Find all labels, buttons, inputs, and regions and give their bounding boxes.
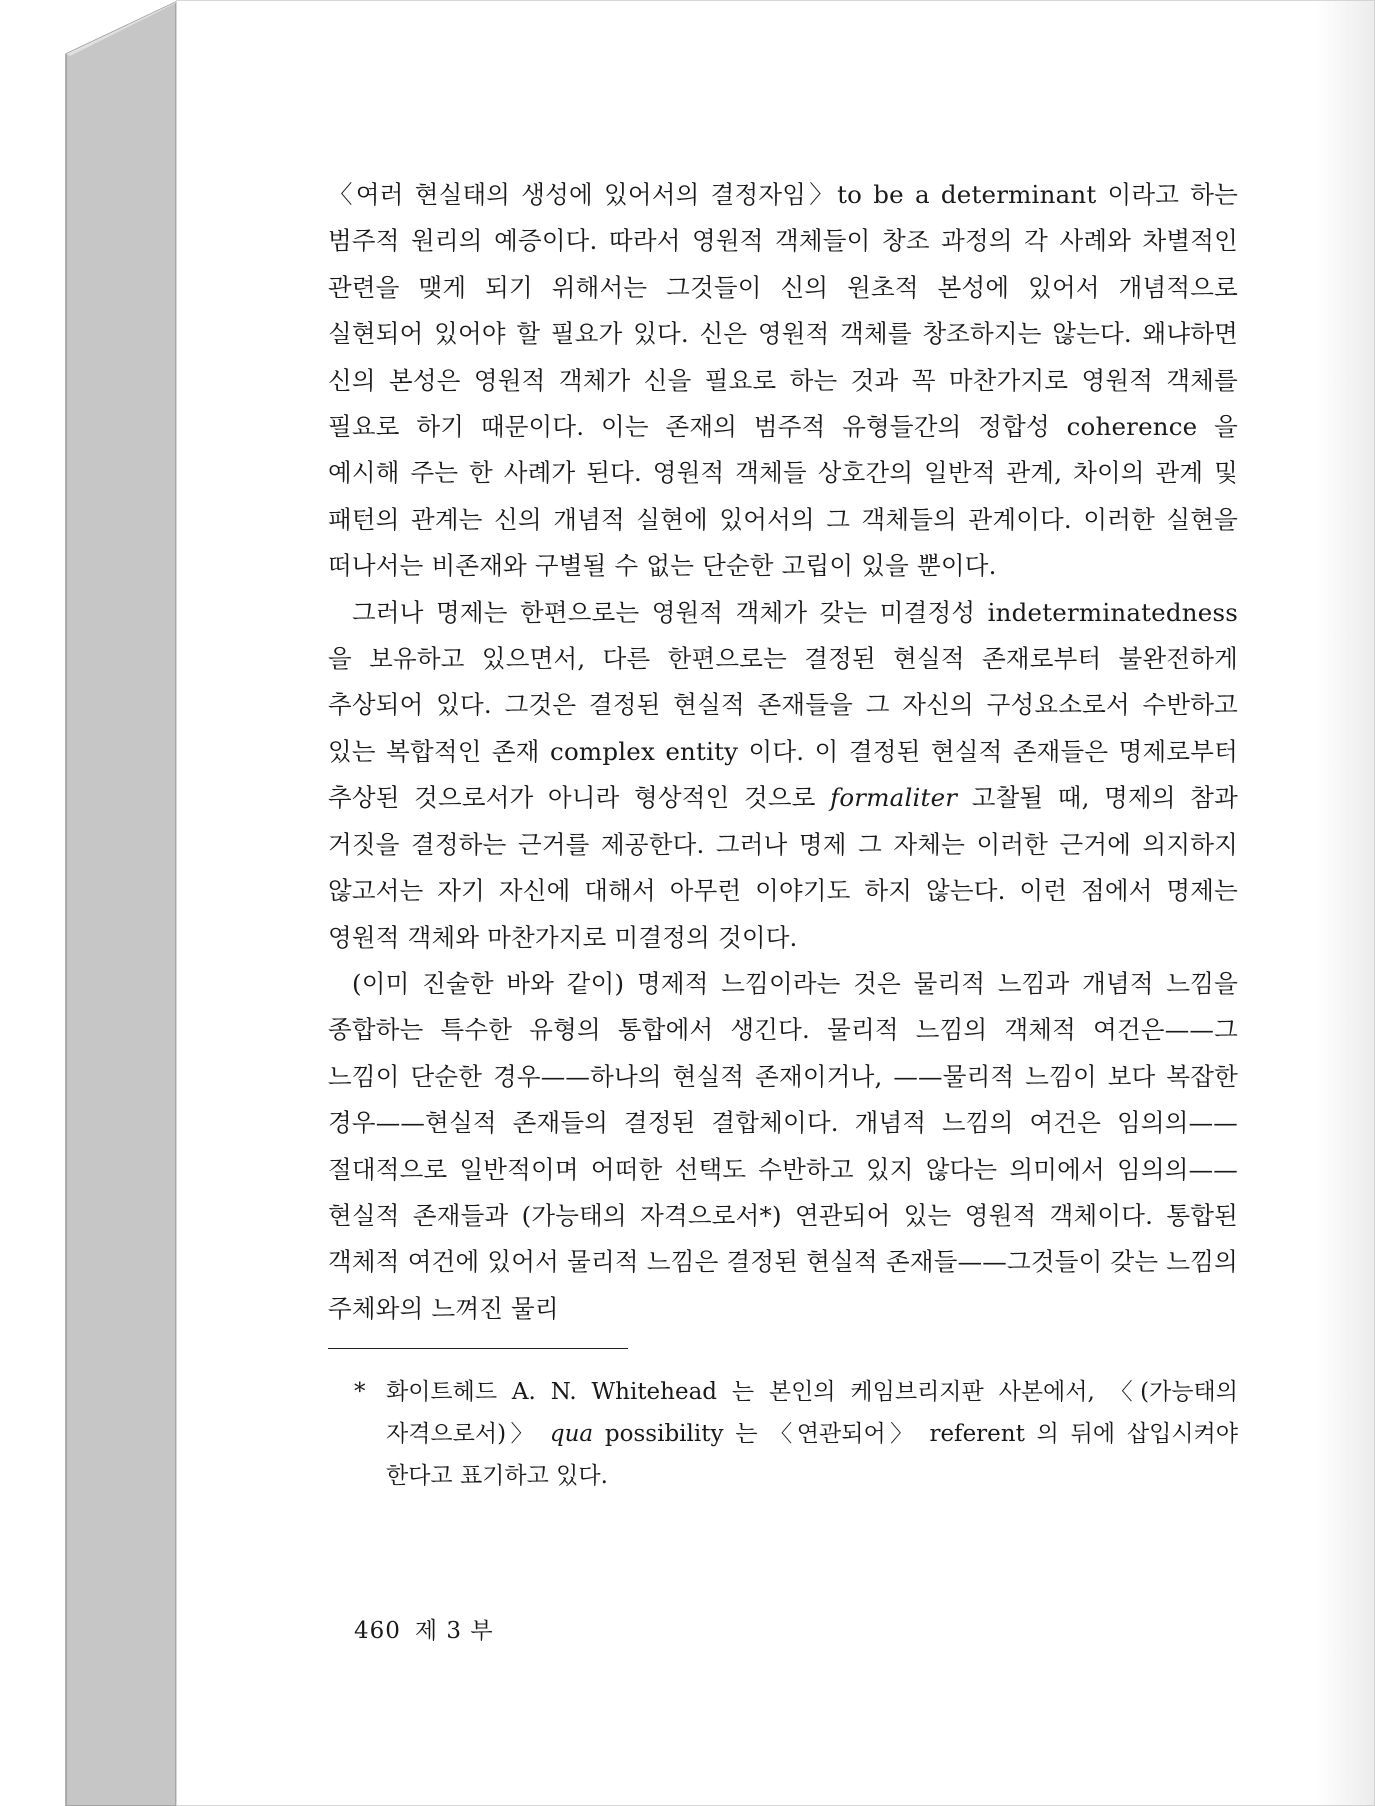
paragraph-2-continuation: 고찰될 때, 명제의 참과 거짓을 결정하는 근거를 제공한다. 그러나 명제 그 자체는 이러한 근거에 의지하지 않고서는 자기 자신에 대해서 아무런 이야기도 하지 않는다. 이런 점에서 명제는 영원적 객체와 마찬가지로 미결정의 것이다. <box>328 783 1238 952</box>
page-number: 460 <box>354 1618 401 1644</box>
paragraph-1: 〈여러 현실태의 생성에 있어서의 결정자임〉to be a determinant 이라고 하는 범주적 원리의 예증이다. 따라서 영원적 객체들이 창조 과정의 각 사례와 차별적인 관련을 맺게 되기 위해서는 그것들이 신의 원초적 본성에 있어서 개념적으로 실현되어 있어야 할 필요가 있다. 신은 영원적 객체를 창조하지는 않는다. 왜냐하면 신의 본성은 영원적 객체가 신을 필요로 하는 것과 꼭 마찬가지로 영원적 객체를 필요로 하기 때문이다. 이는 존재의 범주적 유형들간의 정합성 coherence 을 예시해 주는 한 사례가 된다. 영원적 객체들 상호간의 일반적 관계, 차이의 관계 및 패턴의 관계는 신의 개념적 실현에 있어서의 그 객체들의 관계이다. 이러한 실현을 떠나서는 비존재와 구별될 수 없는 단순한 고립이 있을 뿐이다. <box>328 180 1238 581</box>
page-folio <box>354 1612 494 1645</box>
page-body <box>328 172 1238 1497</box>
footnote-italic-qua: qua <box>549 1421 594 1448</box>
paragraph-3-continuation: ——현실적 존재들과 (가능태의 자격으로서*) 연관되어 있는 영원적 객체이다. 통합된 객체적 여건에 있어서 물리적 느낌은 결정된 현실적 존재들——그것들이 갖는 느낌의 주체와의 느껴진 물리 <box>328 1154 1238 1323</box>
paragraph-3 <box>328 961 1238 1332</box>
paragraph-2-text: 그러나 명제는 한편으로는 영원적 객체가 갖는 미결정성 indeterminatedness 을 보유하고 있으면서, 다른 한편으로는 결정된 현실적 존재로부터 불완전하게 추상되어 있다. 그것은 결정된 현실적 존재들을 그 자신의 구성요소로서 수반하고 있는 복합적인 존재 complex entity 이다. 이 결정된 현실적 존재들은 명제로부터 추상된 것으로서가 아니라 형상적인 것으로 <box>328 597 1238 813</box>
footnote <box>328 1371 1238 1497</box>
footnote-text-a: 화이트헤드 A. N. Whitehead 는 본인의 케임브리지판 사본에서, 〈(가능태의 자격으로서)〉 <box>386 1379 1238 1448</box>
paragraph-2 <box>328 590 1238 961</box>
footnote-text-b: possibility 는 〈연관되어〉 referent 의 뒤에 삽입시켜야 한다고 표기하고 있다. <box>386 1421 1238 1490</box>
paragraph-3-text: (이미 진술한 바와 같이) 명제적 느낌이라는 것은 물리적 느낌과 개념적 느낌을 종합하는 특수한 유형의 통합에서 생긴다. 물리적 느낌의 객체적 여건은——그 느낌이 단순한 경우——하나의 현실적 존재이거나, ——물리적 느낌이 보다 복잡한 경우——현실적 존재들의 결정된 결합체이다. 개념적 느낌의 여건은 임의의——절대적으로 일반적이며 어떠한 선택도 수반하고 있지 않다는 의미에서 <box>328 968 1238 1184</box>
italic-term-formaliter: formaliter <box>830 783 958 813</box>
part-label: 제 3 부 <box>414 1618 494 1644</box>
emphasized-term: 임의의 <box>1116 1154 1189 1184</box>
footnote-divider <box>328 1348 628 1349</box>
footnote-marker: * <box>354 1379 366 1406</box>
